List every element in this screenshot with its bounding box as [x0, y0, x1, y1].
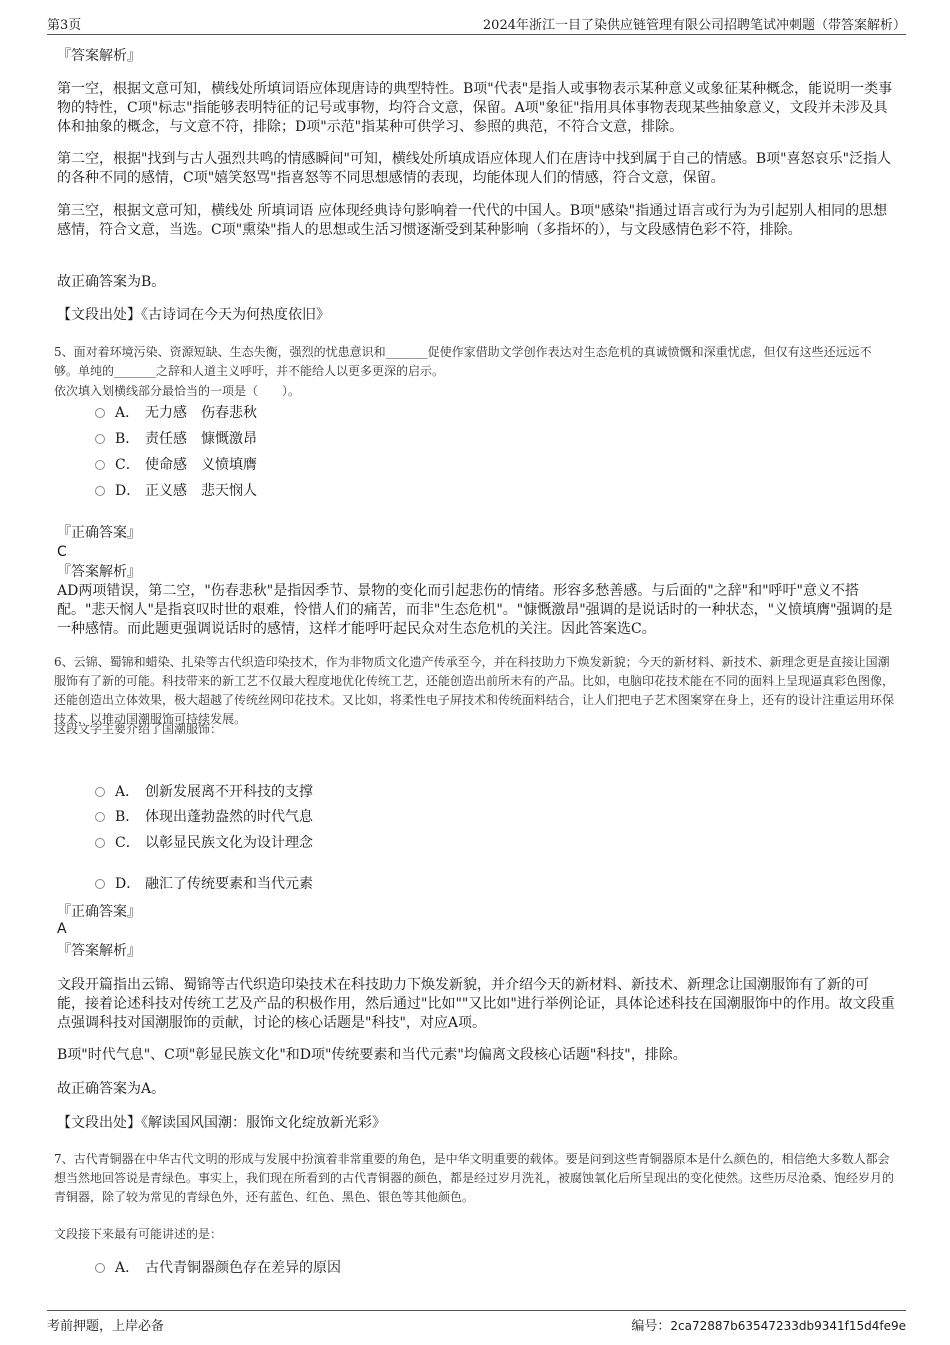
- q7-stem: 7、古代青铜器在中华古代文明的形成与发展中扮演着非常重要的角色，是中华文明重要的载体。要是问到这些青铜器原本是什么颜色的，相信绝大多数人都会想当然地回答说是青绿色。事实上，我们现在所看到的古代青铜器的颜色，都是经过岁月洗礼，被腐蚀氧化后所呈现出的变化使然。这些历尽沧桑、饱经岁月的青铜器，除了较为常见的青绿色外，还有蓝色、红色、黑色、银色等其他颜色。: [54, 1152, 895, 1204]
- q7-option-a[interactable]: A． 古代青铜器颜色存在差异的原因: [95, 1257, 341, 1279]
- radio-icon[interactable]: [95, 838, 105, 848]
- q6-option-a[interactable]: A． 创新发展离不开科技的支撑: [95, 781, 313, 803]
- radio-icon[interactable]: [95, 1263, 105, 1273]
- q6-answer-heading: 『正确答案』: [57, 904, 141, 920]
- footer-code: 编号：2ca72887b63547233db9341f15d4fe9e: [631, 1319, 906, 1334]
- radio-icon[interactable]: [95, 460, 105, 470]
- q5-option-c[interactable]: C． 使命感 义愤填膺: [95, 454, 257, 476]
- q4-analysis-para2: 第二空，根据"找到与古人强烈共鸣的情感瞬间"可知，横线处所填成语应体现人们在唐诗中找到属于自己的情感。B项"喜怒哀乐"泛指人的各种不同的感情，C项"嬉笑怒骂"指喜怒等不同思想感情的表现，均能体现人们的情感，符合文意，保留。: [57, 151, 892, 186]
- radio-icon[interactable]: [95, 879, 105, 889]
- q5-prompt: 依次填入划横线部分最恰当的一项是（ ）。: [54, 384, 301, 398]
- document-title: 2024年浙江一目了染供应链管理有限公司招聘笔试冲刺题（带答案解析）: [482, 18, 906, 33]
- q5-option-d[interactable]: D． 正义感 悲天悯人: [95, 480, 257, 502]
- q6-prompt: 这段文字主要介绍了国潮服饰：: [54, 722, 223, 736]
- q6-analysis-para2: B项"时代气息"、C项"彰显民族文化"和D项"传统要素和当代元素"均偏离文段核心话题"科技"，排除。: [57, 1047, 687, 1063]
- q4-analysis-heading: 『答案解析』: [57, 48, 141, 64]
- q5-option-b[interactable]: B． 责任感 慷慨激昂: [95, 428, 257, 450]
- q7-prompt: 文段接下来最有可能讲述的是：: [54, 1227, 223, 1241]
- q6-source: 【文段出处】《解读国风国潮：服饰文化绽放新光彩》: [57, 1115, 386, 1131]
- q6-option-d[interactable]: D． 融汇了传统要素和当代元素: [95, 873, 313, 895]
- radio-icon[interactable]: [95, 486, 105, 496]
- q6-stem: 6、云锦、蜀锦和蜡染、扎染等古代织造印染技术，作为非物质文化遗产传承至今，并在科技助力下焕发新貌；今天的新材料、新技术、新理念更是直接让国潮服饰有了新的可能。科技带来的新工艺不仅最大程度地优化传统工艺，还能创造出前所未有的产品。比如，电脑印花技术能在不同的面料上呈现逼真彩色图像，还能创造出立体效果，极大超越了传统丝网印花技术。又比如，将柔性电子屏技术和传统面料结合，让人们把电子艺术图案穿在身上，还有的设计注重运用环保技术，以推动国潮服饰可持续发展。: [54, 655, 895, 726]
- q6-option-b[interactable]: B． 体现出蓬勃盎然的时代气息: [95, 806, 313, 828]
- q4-source: 【文段出处】《古诗词在今天为何热度依旧》: [57, 307, 330, 323]
- q5-analysis-heading: 『答案解析』: [57, 564, 141, 580]
- q4-conclusion: 故正确答案为B。: [57, 274, 166, 290]
- q5-stem: 5、面对着环境污染、资源短缺、生态失衡，强烈的忧患意识和_______促使作家借助文学创作表达对生态危机的真诚愤慨和深重忧虑，但仅有这些还远远不够。单纯的_______之辞和人道主义呼吁，并不能给人以更多更深的启示。: [54, 345, 872, 378]
- q6-analysis-para1: 文段开篇指出云锦、蜀锦等古代织造印染技术在科技助力下焕发新貌，并介绍今天的新材料、新技术、新理念让国潮服饰有了新的可能，接着论述科技对传统工艺及产品的积极作用，然后通过"比如""又比如"进行举例论证，具体论述科技在国潮服饰中的作用。故文段重点强调科技对国潮服饰的贡献，讨论的核心话题是"科技"，对应A项。: [57, 977, 895, 1031]
- q6-analysis-heading: 『答案解析』: [57, 943, 141, 959]
- q4-analysis-para1: 第一空，根据文意可知，横线处所填词语应体现唐诗的典型特性。B项"代表"是指人或事物表示某种意义或象征某种概念，能说明一类事物的特性，C项"标志"指能够表明特征的记号或事物，均符合文意，保留。A项"象征"指用具体事物表现某些抽象意义，文段并未涉及具体和抽象的概念，与文意不符，排除；D项"示范"指某种可供学习、参照的典范，不符合文意，排除。: [57, 81, 893, 135]
- q6-answer: A: [57, 921, 67, 937]
- q5-option-a[interactable]: A． 无力感 伤春悲秋: [95, 402, 257, 424]
- q5-answer: C: [57, 544, 67, 560]
- q5-answer-heading: 『正确答案』: [57, 525, 141, 541]
- radio-icon[interactable]: [95, 787, 105, 797]
- footer-slogan: 考前押题，上岸必备: [47, 1319, 165, 1334]
- q6-option-c[interactable]: C． 以彰显民族文化为设计理念: [95, 832, 313, 854]
- radio-icon[interactable]: [95, 408, 105, 418]
- page-header: [47, 12, 906, 35]
- page-number: 第3页: [47, 18, 82, 33]
- q5-analysis: AD两项错误，第二空，"伤春悲秋"是指因季节、景物的变化而引起悲伤的情绪。形容多愁善感。与后面的"之辞"和"呼吁"意义不搭配。"悲天悯人"是指哀叹时世的艰难，怜惜人们的痛苦，而非"生态危机"。"慷慨激昂"强调的是说话时的一种状态，"义愤填膺"强调的是一种感情。而此题更强调说话时的感情，这样才能呼吁起民众对生态危机的关注。因此答案选C。: [57, 583, 893, 637]
- q4-analysis-para3: 第三空，根据文意可知，横线处 所填词语 应体现经典诗句影响着一代代的中国人。B项"感染"指通过语言或行为为引起别人相同的思想感情，符合文意，当选。C项"熏染"指人的思想或生活习惯逐渐受到某种影响（多指坏的），与文段感情色彩不符，排除。: [57, 203, 888, 238]
- q6-conclusion: 故正确答案为A。: [57, 1081, 166, 1097]
- radio-icon[interactable]: [95, 812, 105, 822]
- page-footer: [47, 1310, 906, 1333]
- radio-icon[interactable]: [95, 434, 105, 444]
